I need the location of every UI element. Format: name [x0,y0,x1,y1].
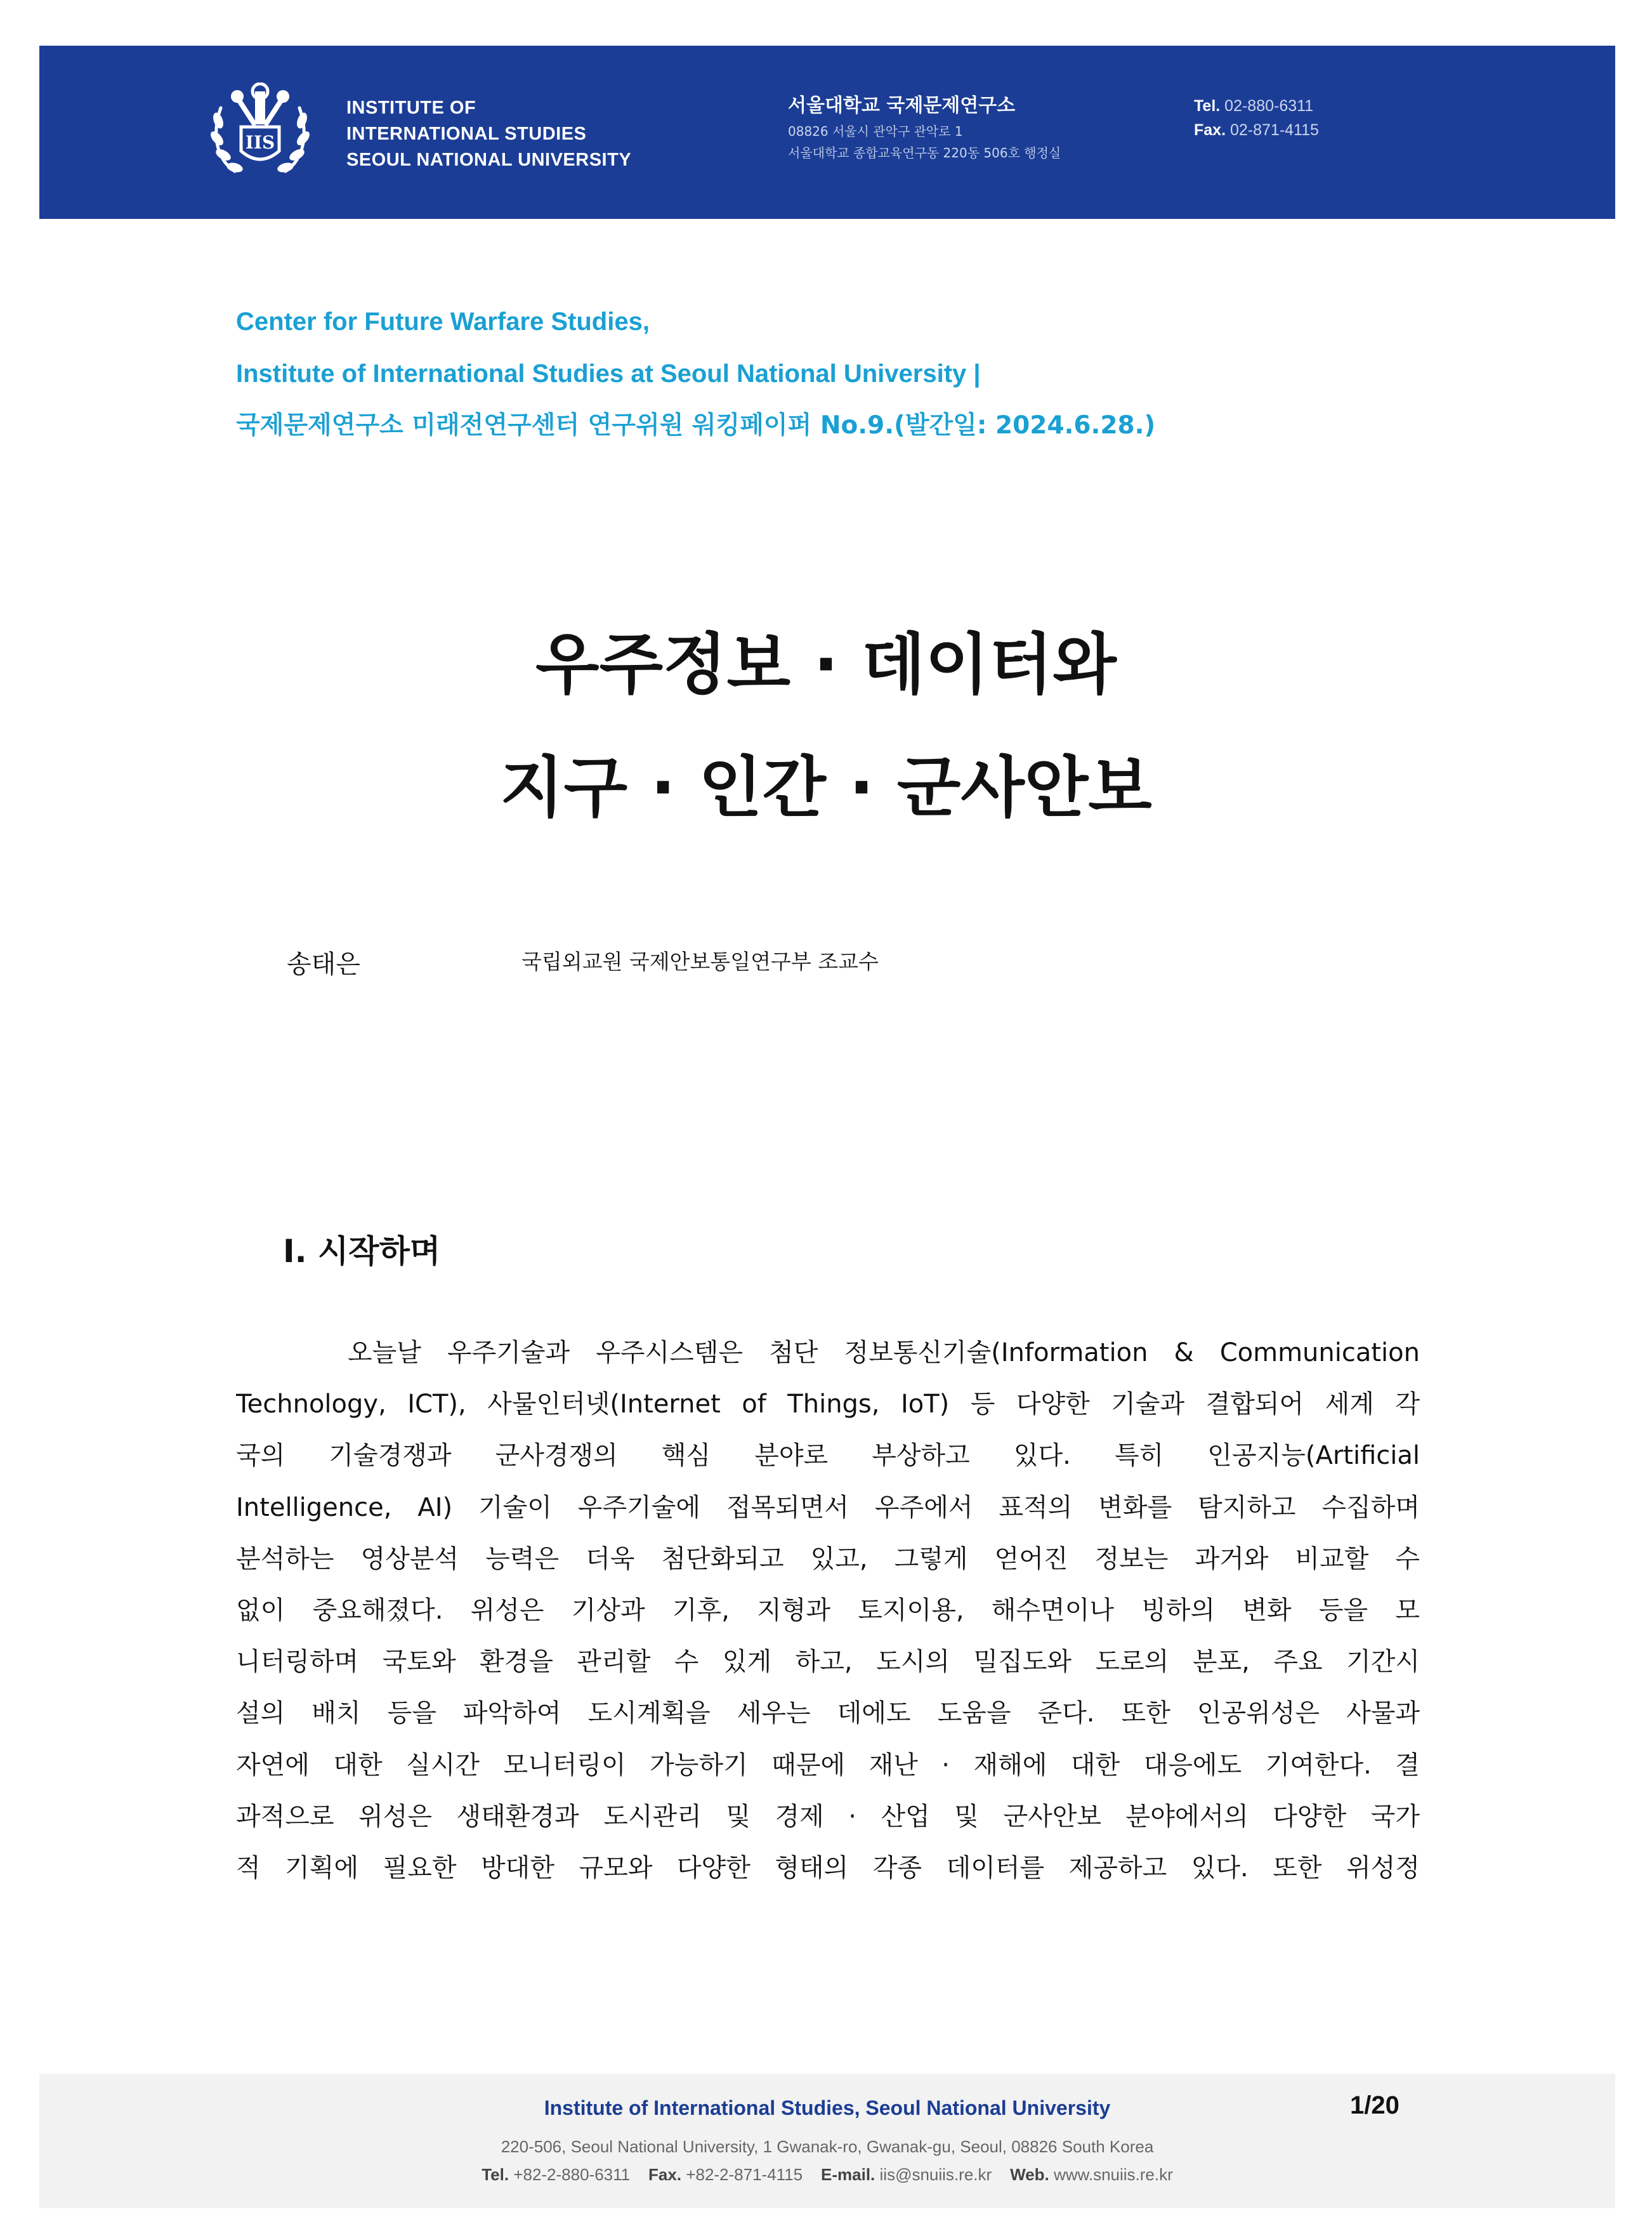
header-contact [1194,94,1319,142]
series-info [236,296,1429,452]
fax-number: 02-871-4115 [1229,121,1319,139]
address-line: 서울대학교 종합교육연구동 220동 506호 행정실 [788,145,1061,161]
institute-name-en [346,95,631,173]
page-number: 1/20 [1350,2091,1400,2119]
footer-web-label: Web. [1010,2165,1049,2184]
footer-email-link[interactable]: iis@snuiis.re.kr [879,2165,992,2184]
footer-web-link[interactable]: www.snuiis.re.kr [1053,2165,1173,2184]
paragraph-line: 니터링하며 국토와 환경을 관리할 수 있게 하고, 도시의 밀집도와 도로의 분포, 주요 기간시 [236,1647,1420,1677]
series-line: 국제문제연구소 미래전연구센터 연구위원 워킹페이퍼 No.9.(발간일: 2024.6.28.) [236,411,1156,440]
header-fax [1194,118,1319,142]
snu-iis-emblem-icon [209,82,311,181]
footer-contact [39,2165,1615,2185]
title-line: 우주정보 · 데이터와 [535,626,1117,703]
paragraph-line: 오늘날 우주기술과 우주시스템은 첨단 정보통신기술(Information & Communication [348,1338,1420,1367]
institute-name-en-line: INSTITUTE OF [346,98,476,118]
title-line: 지구 · 인간 · 군사안보 [500,749,1152,826]
address-line: 08826 서울시 관악구 관악로 1 [788,124,963,139]
header-bar [39,46,1615,219]
tel-label: Tel. [1194,97,1221,115]
series-line: Institute of International Studies at Seoul National University | [236,360,981,388]
institute-name-en-line: INTERNATIONAL STUDIES [346,124,587,144]
author-affiliation: 국립외교원 국제안보통일연구부 조교수 [521,949,879,974]
logo-text: IIS [245,132,275,153]
footer-fax-label: Fax. [648,2165,682,2184]
paragraph-line: 설의 배치 등을 파악하여 도시계획을 세우는 데에도 도움을 준다. 또한 인공위성은 사물과 [236,1699,1420,1728]
paragraph-line: 과적으로 위성은 생태환경과 도시관리 및 경제 · 산업 및 군사안보 분야에서의 다양한 국가 [236,1801,1420,1831]
footer-fax: +82-2-871-4115 [686,2165,803,2184]
footer [39,2074,1615,2208]
paragraph-line: 분석하는 영상분석 능력은 더욱 첨단화되고 있고, 그렇게 얻어진 정보는 과거와 비교할 수 [236,1544,1420,1574]
footer-address: 220-506, Seoul National University, 1 Gwanak-ro, Gwanak-gu, Seoul, 08826 South Korea [501,2137,1154,2156]
footer-email-label: E-mail. [821,2165,875,2184]
paragraph-line: 자연에 대한 실시간 모니터링이 가능하기 때문에 재난 · 재해에 대한 대응에도 기여한다. 결 [236,1750,1420,1780]
institute-name-kr-block [788,91,1061,164]
paragraph-line: Technology, ICT), 사물인터넷(Internet of Things, IoT) 등 다양한 기술과 결합되어 세계 각 [236,1390,1420,1419]
institute-name-kr: 서울대학교 국제문제연구소 [788,95,1016,117]
tel-number: 02-880-6311 [1224,97,1314,115]
footer-title: Institute of International Studies, Seoul National University [544,2096,1111,2119]
paragraph-line: 없이 중요해졌다. 위성은 기상과 기후, 지형과 토지이용, 해수면이나 빙하의 변화 등을 모 [236,1595,1420,1625]
header-tel [1194,94,1319,118]
paragraph-line: 국의 기술경쟁과 군사경쟁의 핵심 분야로 부상하고 있다. 특히 인공지능(Artificial [236,1441,1420,1471]
body-paragraph [236,1327,1420,1894]
paragraph-line: Intelligence, AI) 기술이 우주기술에 접목되면서 우주에서 표적의 변화를 탐지하고 수집하며 [236,1492,1420,1522]
fax-label: Fax. [1194,121,1226,139]
author-name: 송태은 [287,950,360,979]
footer-tel-label: Tel. [482,2165,509,2184]
section-heading: I. 시작하며 [283,1233,441,1270]
institute-name-en-line: SEOUL NATIONAL UNIVERSITY [346,150,632,170]
page-title [0,603,1652,849]
series-line: Center for Future Warfare Studies, [236,308,650,336]
footer-tel: +82-2-880-6311 [513,2165,631,2184]
paragraph-line: 적 기획에 필요한 방대한 규모와 다양한 형태의 각종 데이터를 제공하고 있다. 또한 위성정 [236,1853,1420,1883]
